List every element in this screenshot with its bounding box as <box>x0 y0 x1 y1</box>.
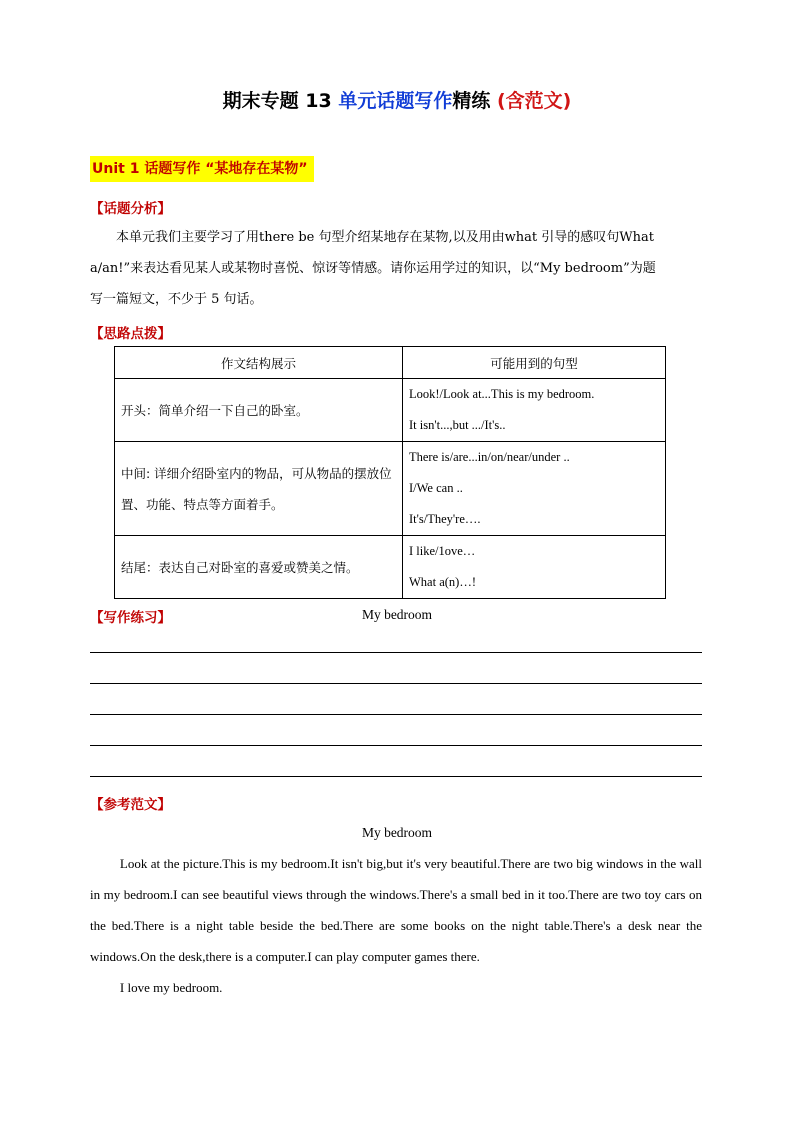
sentence-pattern: It isn't...,but .../It's.. <box>409 418 506 432</box>
essay-paragraph: I love my bedroom. <box>119 980 223 995</box>
reference-essay-title: My bedroom <box>361 825 433 840</box>
writing-line <box>90 714 702 715</box>
writing-line <box>90 776 702 777</box>
title-main: 期末专题 13 <box>222 90 339 112</box>
analysis-line: 本单元我们主要学习了用there be 句型介绍某地存在某物,以及用由what 引导的感叹句What <box>116 230 654 245</box>
column-header-structure: 作文结构展示 <box>115 347 403 379</box>
structure-cell: 开头：简单介绍一下自己的卧室。 <box>115 379 403 442</box>
reference-essay <box>90 848 702 1003</box>
writing-line <box>90 652 702 653</box>
structure-table <box>114 346 666 599</box>
unit-heading: Unit 1 话题写作 “某地存在某物” <box>90 156 314 182</box>
writing-line <box>90 683 702 684</box>
analysis-paragraph <box>90 222 702 315</box>
structure-cell: 中间: 详细介绍卧室内的物品，可从物品的摆放位置、功能、特点等方面着手。 <box>115 442 403 536</box>
sentence-pattern: What a(n)…! <box>409 575 476 589</box>
title-topic: 单元话题写作 <box>338 90 453 112</box>
writing-line <box>90 745 702 746</box>
structure-cell: 结尾：表达自己对卧室的喜爱或赞美之情。 <box>115 536 403 599</box>
table-row <box>115 379 666 442</box>
sentence-cell <box>403 442 666 536</box>
table-header-row <box>115 347 666 379</box>
sentence-pattern: Look!/Look at...This is my bedroom. <box>409 387 595 401</box>
table-row <box>115 442 666 536</box>
essay-paragraph: Look at the picture.This is my bedroom.It isn't big,but it's very beautiful.There are two big windows in the wall in my bedroom.I can see beautiful views through the windows.There's a small bed in it too.There are two toy cars on the bed.There is a night table beside the bed.There are some books on the night table.There's a desk near the windows.On the desk,there is a computer.I can play computer games there. <box>90 856 702 964</box>
sentence-cell <box>403 536 666 599</box>
analysis-line: a/an!”来表达看见某人或某物时喜悦、惊讶等情感。请你运用学过的知识，以“My bedroom”为题 <box>90 261 656 276</box>
practice-essay-title: My bedroom <box>361 607 433 622</box>
page-title <box>0 86 794 113</box>
reference-heading: 【参考范文】 <box>90 797 171 813</box>
title-with-sample: (含范文) <box>496 90 572 112</box>
sentence-pattern: There is/are...in/on/near/under .. <box>409 450 570 464</box>
tips-heading: 【思路点拨】 <box>90 326 171 342</box>
sentence-cell <box>403 379 666 442</box>
title-practice: 精练 <box>452 90 497 112</box>
practice-heading: 【写作练习】 <box>90 610 171 626</box>
analysis-line: 写一篇短文，不少于 5 句话。 <box>90 292 263 307</box>
sentence-pattern: I/We can .. <box>409 481 463 495</box>
analysis-heading: 【话题分析】 <box>90 201 171 217</box>
column-header-sentences: 可能用到的句型 <box>403 347 666 379</box>
sentence-pattern: I like/1ove… <box>409 544 476 558</box>
sentence-pattern: It's/They're…. <box>409 512 481 526</box>
table-row <box>115 536 666 599</box>
